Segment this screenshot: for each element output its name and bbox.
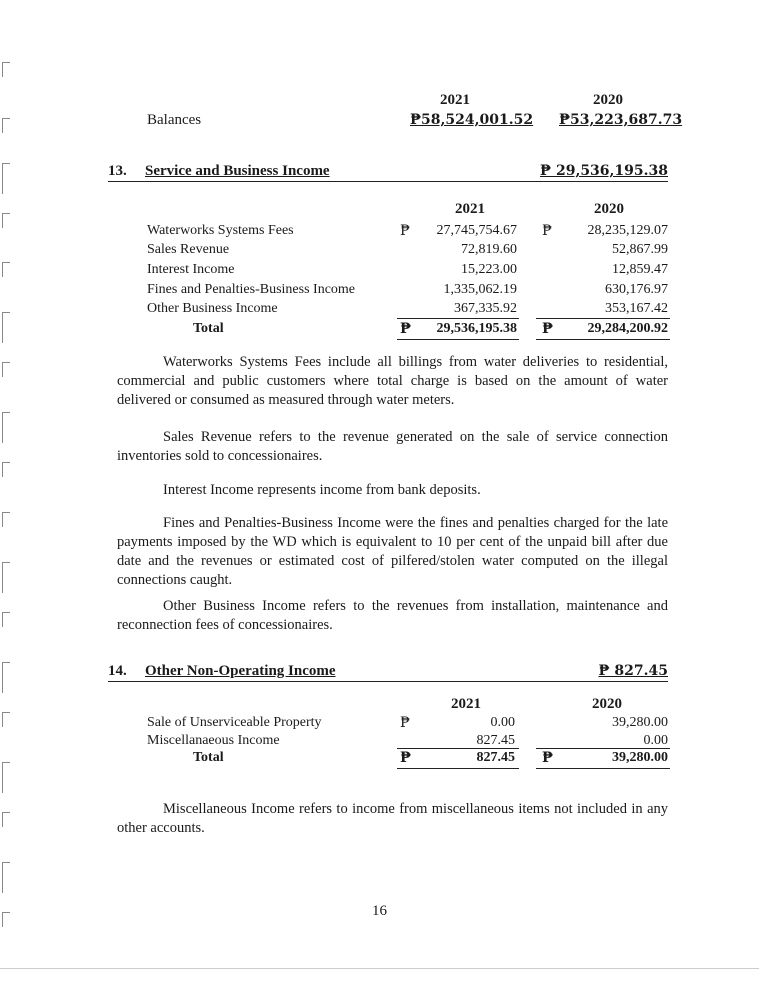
value-2021: 1,335,062.19: [443, 282, 517, 297]
total-value-2021: 827.45: [476, 750, 515, 765]
subtotal-rule-2020: [536, 318, 670, 319]
value-2020: 353,167.42: [605, 301, 668, 316]
total-currency-2020: ₱: [542, 321, 554, 337]
row-label-fines-penalties: Fines and Penalties-Business Income: [147, 282, 356, 297]
total-rule-2021: [397, 339, 519, 340]
subtotal-rule-2021: [397, 318, 519, 319]
currency-symbol-2021: ₱: [400, 715, 410, 731]
total-value-2020: 29,284,200.92: [587, 321, 668, 336]
value-2020: 39,280.00: [612, 715, 668, 730]
total-currency-2021: ₱: [400, 321, 412, 337]
bottom-border: [0, 968, 759, 969]
row-label-other-business: Other Business Income: [147, 301, 278, 316]
value-2020: 0.00: [643, 733, 668, 748]
value-2021: 827.45: [476, 733, 515, 748]
balances-value-2020: ₱53,223,687.73: [559, 112, 683, 128]
section-14-year-2021: 2021: [451, 696, 481, 712]
balances-year-2021: 2021: [440, 92, 470, 108]
section-14-header-total: ₱ 827.45: [598, 663, 668, 679]
row-label-miscellaneous: Miscellanaeous Income: [147, 733, 280, 748]
paragraph-sales-revenue: Sales Revenue refers to the revenue generated on the sale of service connection inventories sold to concessionaires.: [117, 429, 668, 464]
paragraph-waterworks: Waterworks Systems Fees include all billings from water deliveries to residential, commercial and public customers where total charge is based on the amount of water delivered or consumed as measured through water meters.: [117, 354, 668, 408]
section-13-rule: [108, 181, 668, 182]
subtotal-rule-2020: [536, 748, 670, 749]
paragraph-miscellaneous: Miscellaneous Income refers to income from miscellaneous items not included in any other accounts.: [117, 801, 668, 836]
value-2020: 12,859.47: [612, 262, 668, 277]
value-2021: 0.00: [490, 715, 515, 730]
balances-value-2021: ₱58,524,001.52: [410, 112, 534, 128]
total-rule-2020: [536, 339, 670, 340]
balances-year-2020: 2020: [593, 92, 623, 108]
row-label-sale-unserviceable: Sale of Unserviceable Property: [147, 715, 322, 730]
total-currency-2021: ₱: [400, 750, 412, 766]
section-14-title: Other Non-Operating Income: [145, 663, 336, 679]
total-rule-2020: [536, 768, 670, 769]
section-14-number: 14.: [108, 663, 127, 679]
subtotal-rule-2021: [397, 748, 519, 749]
paragraph-interest-income: Interest Income represents income from bank deposits.: [163, 482, 481, 498]
section-13-year-2021: 2021: [455, 201, 485, 217]
section-13-year-2020: 2020: [594, 201, 624, 217]
total-value-2020: 39,280.00: [612, 750, 668, 765]
paragraph-other-business: Other Business Income refers to the revenues from installation, maintenance and reconnection fees of concessionaires.: [117, 598, 668, 633]
value-2021: 27,745,754.67: [436, 223, 517, 238]
section-13-number: 13.: [108, 163, 127, 179]
value-2020: 630,176.97: [605, 282, 668, 297]
section-13-title: Service and Business Income: [145, 163, 330, 179]
total-label: Total: [193, 321, 224, 336]
value-2020: 52,867.99: [612, 242, 668, 257]
value-2020: 28,235,129.07: [587, 223, 668, 238]
value-2021: 72,819.60: [461, 242, 517, 257]
page-number: 16: [372, 903, 387, 919]
currency-symbol-2020: ₱: [542, 223, 552, 239]
total-label: Total: [193, 750, 224, 765]
section-14-year-2020: 2020: [592, 696, 622, 712]
balances-label: Balances: [147, 112, 202, 128]
currency-symbol-2021: ₱: [400, 223, 410, 239]
row-label-sales-revenue: Sales Revenue: [147, 242, 230, 257]
row-label-interest-income: Interest Income: [147, 262, 235, 277]
value-2021: 15,223.00: [461, 262, 517, 277]
section-14-rule: [108, 681, 668, 682]
total-value-2021: 29,536,195.38: [436, 321, 517, 336]
paragraph-fines-penalties: Fines and Penalties-Business Income were the fines and penalties charged for the late payments imposed by the WD which is equivalent to 10 per cent of the unpaid bill after due date and the revenues or estimated cost of pilfered/stolen water computed on the illegal connections caught.: [117, 515, 668, 588]
total-currency-2020: ₱: [542, 750, 554, 766]
value-2021: 367,335.92: [454, 301, 517, 316]
section-13-header-total: ₱ 29,536,195.38: [540, 163, 668, 179]
row-label-waterworks: Waterworks Systems Fees: [147, 223, 294, 238]
total-rule-2021: [397, 768, 519, 769]
